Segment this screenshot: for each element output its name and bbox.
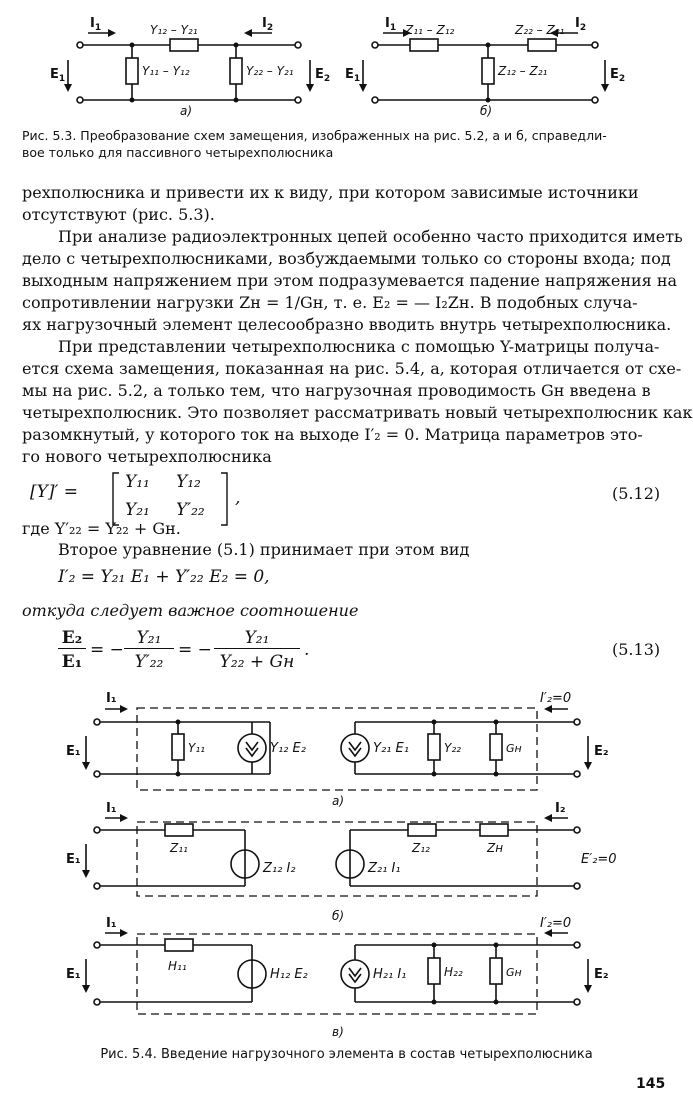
- eq-minus-1: = −: [90, 640, 124, 660]
- fig53-a-y11-label: Y₁₁ – Y₁₂: [142, 64, 190, 78]
- caption-line-2: вое только для пассивного четырехполюсника: [22, 145, 334, 160]
- fig54-a-e2: E₂: [594, 744, 609, 759]
- fig54-b-i1: I₁: [106, 801, 117, 816]
- frac2-den: Y′₂₂: [134, 652, 164, 672]
- text-line: выходным напряжением при этом подразумевается падение напряжения на: [22, 271, 678, 290]
- fig53-b-i2: $I_2$: [575, 16, 587, 33]
- text-line: четырехполюсник. Это позволяет рассматривать новый четырехполюсник как: [22, 403, 693, 422]
- matrix-lhs: [Y]′ =: [30, 482, 78, 502]
- eq-end: .: [304, 640, 310, 660]
- fig54-b-z11: Z₁₁: [170, 841, 188, 855]
- fig54-a-y22: Y₂₂: [444, 741, 461, 755]
- text-line: Второе уравнение (5.1) принимает при этом вид: [58, 540, 470, 559]
- fig53-a-y12-label: Y₁₂ – Y₂₁: [150, 23, 198, 37]
- fig54-b-e1: E₁: [66, 852, 81, 867]
- fig53-b-z11-label: Z₁₁ – Z₁₂: [405, 23, 455, 37]
- frac1-num: E₂: [61, 628, 83, 648]
- matrix-y22p: Y′₂₂: [176, 500, 205, 520]
- fig54-a-e1: E₁: [66, 744, 81, 759]
- fig53-a-e1: $E_1$: [50, 67, 66, 84]
- body-text: [22, 183, 693, 466]
- matrix-comma: ,: [235, 488, 241, 508]
- equation-number-5-12: (5.12): [612, 484, 661, 503]
- fig53-b-label: б): [480, 104, 493, 118]
- fig54-c-e2: E₂: [594, 967, 609, 982]
- fig54-b-i2: I₂: [555, 801, 566, 816]
- matrix-y21: Y₂₁: [125, 500, 150, 520]
- fig54-a-src2: Y₂₁ E₁: [373, 741, 409, 756]
- frac2-num: Y₂₁: [136, 628, 162, 648]
- fig54-b-z12: Z₁₂: [412, 841, 430, 855]
- ratio-equation: [58, 628, 318, 678]
- page-number: 145: [636, 1076, 666, 1092]
- fig54-c-src2: H₂₁ I₁: [373, 967, 407, 982]
- fig54-c-h11: H₁₁: [168, 959, 187, 973]
- fig53-b-e2: $E_2$: [610, 67, 626, 84]
- text-line: При анализе радиоэлектронных цепей особенно часто приходится иметь: [58, 227, 683, 246]
- fig54-b-label: б): [332, 909, 345, 923]
- text-line: ется схема замещения, показанная на рис. 5.4, а, которая отличается от схе-: [22, 359, 682, 378]
- fig54-a-i1: I₁: [106, 691, 117, 706]
- figure-5-4-caption: Рис. 5.4. Введение нагрузочного элемента в состав четырехполюсника: [100, 1047, 593, 1062]
- text-line: При представлении четырехполюсника с помощью Y-матрицы получа-: [58, 337, 660, 356]
- fig54-a-y11: Y₁₁: [188, 741, 205, 755]
- fig53-b-z22-label: Z₂₂ – Z₂₁: [515, 23, 565, 37]
- text-line: разомкнутый, у которого ток на выходе I′₂ = 0. Матрица параметров это-: [22, 425, 643, 444]
- text-line: мы на рис. 5.2, а только тем, что нагрузочная проводимость Gн введена в: [22, 381, 651, 400]
- frac1-den: E₁: [61, 652, 83, 672]
- text-line: отсутствуют (рис. 5.3).: [22, 205, 215, 224]
- fig53-a-y22-label: Y₂₂ – Y₂₁: [246, 64, 294, 78]
- fig53-a-e2: $E_2$: [315, 67, 331, 84]
- figure-5-4: [0, 680, 693, 1060]
- fig54-c-e1: E₁: [66, 967, 81, 982]
- fig53-a-i1: $I_1$: [90, 16, 102, 33]
- text-line: го нового четырехполюсника: [22, 447, 272, 466]
- matrix-y11: Y₁₁: [125, 472, 150, 492]
- caption-line-1: Рис. 5.3. Преобразование схем замещения, изображенных на рис. 5.2, а и б, справедли-: [22, 128, 607, 143]
- fig54-b-zn: Zн: [487, 841, 504, 855]
- fig54-c-label: в): [332, 1025, 344, 1039]
- fig53-a-i2: $I_2$: [262, 16, 274, 33]
- fig53-b-z12-label: Z₁₂ – Z₂₁: [498, 64, 548, 78]
- eq-minus-2: = −: [178, 640, 212, 660]
- figure-5-3: [0, 0, 693, 125]
- fig53-a-label: а): [180, 104, 193, 118]
- fig54-c-src1: H₁₂ E₂: [270, 967, 308, 982]
- fig54-c-h22: H₂₂: [444, 965, 463, 979]
- fig54-b-src1: Z₁₂ I₂: [263, 861, 296, 876]
- fig53-b-e1: $E_1$: [345, 67, 361, 84]
- frac3-den: Y₂₂ + Gн: [219, 652, 295, 672]
- fig54-c-gn: Gн: [506, 966, 522, 979]
- frac3-num: Y₂₁: [244, 628, 270, 648]
- fig53-b-i1: $I_1$: [385, 16, 397, 33]
- fig54-a-label: а): [332, 794, 345, 808]
- text-line: откуда следует важное соотношение: [22, 601, 359, 620]
- fig54-a-i2: I′₂=0: [540, 691, 572, 706]
- matrix-y12: Y₁₂: [176, 472, 201, 492]
- figure-5-3-caption: [22, 127, 682, 161]
- fig54-b-e2: E′₂=0: [581, 852, 617, 867]
- fig54-a-gn: Gн: [506, 742, 522, 755]
- fig54-c-i2: I′₂=0: [540, 916, 572, 931]
- equation-number-5-13: (5.13): [612, 640, 661, 659]
- where-line: где Y′₂₂ = Y₂₂ + Gн.: [22, 519, 181, 538]
- text-line: сопротивлении нагрузки Zн = 1/Gн, т. е. E₂ = — I₂Zн. В подобных случа-: [22, 293, 638, 312]
- current-equation: I′₂ = Y₂₁ E₁ + Y′₂₂ E₂ = 0,: [58, 567, 270, 587]
- fig54-b-src2: Z₂₁ I₁: [368, 861, 401, 876]
- text-line: рехполюсника и привести их к виду, при котором зависимые источники: [22, 183, 639, 202]
- text-line: дело с четырехполюсниками, возбуждаемыми только со стороны входа; под: [22, 249, 671, 268]
- text-line: ях нагрузочный элемент целесообразно вводить внутрь четырехполюсника.: [22, 315, 672, 334]
- fig54-c-i1: I₁: [106, 916, 117, 931]
- fig54-a-src1: Y₁₂ E₂: [270, 741, 306, 756]
